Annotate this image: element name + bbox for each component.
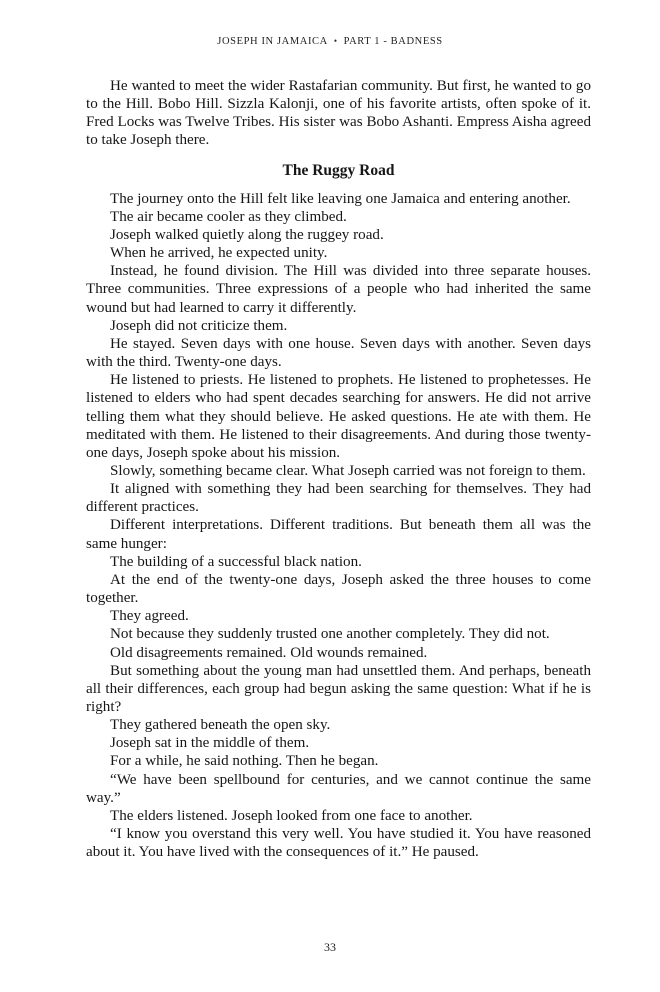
paragraph: Joseph walked quietly along the ruggey road.	[110, 226, 384, 243]
header-separator: •	[333, 36, 338, 46]
paragraph: When he arrived, he expected unity.	[110, 245, 328, 262]
paragraph: He stayed. Seven days with one house. Seven days with another. Seven days with the third. Twenty-one days.	[86, 335, 591, 371]
part-title: PART 1 - BADNESS	[343, 36, 443, 47]
page-number: 33	[324, 940, 336, 954]
paragraph: “I know you overstand this very well. You have studied it. You have reasoned about it. You have lived with the consequences of it.” He paused.	[86, 826, 591, 861]
paragraph: Joseph sat in the middle of them.	[110, 735, 310, 752]
paragraph: It aligned with something they had been searching for themselves. They had different practices.	[86, 481, 591, 516]
running-header	[0, 36, 660, 47]
intro-paragraph: He wanted to meet the wider Rastafarian community. But first, he wanted to go to the Hill. Bobo Hill. Sizzla Kalonji, one of his favorite artists, often spoke of it. Fred Locks was Twelve Tribes. His sister was Bobo Ashanti. Empress Aisha agreed to take Joseph there.	[86, 78, 591, 149]
paragraph: He listened to priests. He listened to prophets. He listened to prophetesses. He listened to elders who had spent decades searching for answers. He did not arrive telling them what they should believe. He asked questions. He ate with them. He meditated with them. He listened to their disagreements. And during those twenty-one days, Joseph spoke about his mission.	[86, 372, 591, 461]
paragraph: The building of a successful black nation.	[110, 553, 362, 570]
paragraph: They agreed.	[110, 608, 189, 625]
paragraph: At the end of the twenty-one days, Joseph asked the three houses to come together.	[86, 571, 591, 607]
paragraph: “We have been spellbound for centuries, and we cannot continue the same way.”	[86, 771, 591, 806]
paragraph: For a while, he said nothing. Then he began.	[110, 753, 379, 770]
paragraph: Not because they suddenly trusted one another completely. They did not.	[110, 626, 550, 643]
body-text	[86, 77, 591, 861]
paragraph: The journey onto the Hill felt like leaving one Jamaica and entering another.	[110, 190, 571, 207]
paragraph: But something about the young man had unsettled them. And perhaps, beneath all their differences, each group had begun asking the same question: What if he is right?	[86, 662, 591, 715]
paragraph: Different interpretations. Different traditions. But beneath them all was the same hunger:	[86, 517, 591, 552]
book-title: JOSEPH IN JAMAICA	[217, 36, 328, 47]
paragraph: They gathered beneath the open sky.	[110, 717, 331, 734]
paragraph: The air became cooler as they climbed.	[110, 208, 347, 225]
section-title: The Ruggy Road	[282, 161, 395, 179]
paragraph: Slowly, something became clear. What Joseph carried was not foreign to them.	[110, 462, 586, 479]
paragraph: Joseph did not criticize them.	[110, 317, 288, 334]
paragraph: The elders listened. Joseph looked from one face to another.	[110, 807, 473, 824]
paragraph: Old disagreements remained. Old wounds remained.	[110, 644, 428, 661]
paragraph: Instead, he found division. The Hill was divided into three separate houses. Three communities. Three expressions of a people who had inherited the same wound but had learned to carry it differently.	[86, 263, 591, 316]
